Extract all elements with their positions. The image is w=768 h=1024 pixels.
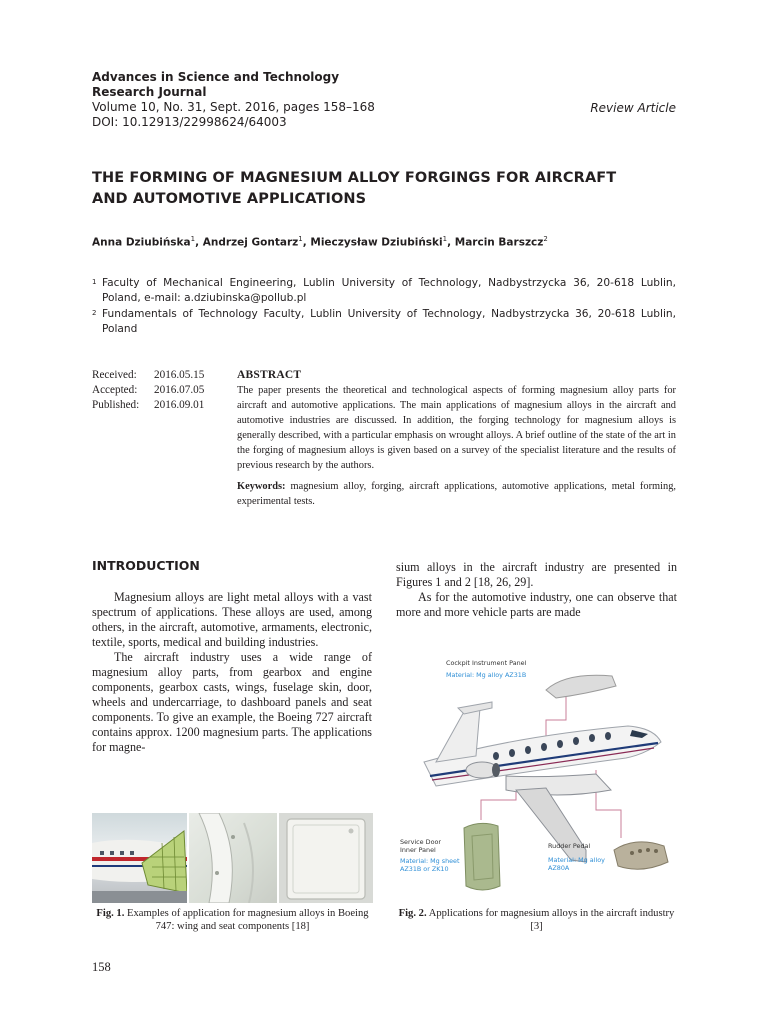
date-value: 2016.07.05 (154, 384, 205, 396)
seat-component-photo (189, 813, 277, 903)
paper-title (92, 168, 652, 210)
seat-component-image (189, 813, 277, 903)
service-door-name-2: Inner Panel (400, 846, 436, 854)
article-dates (92, 368, 204, 413)
affiliation-text: Faculty of Mechanical Engineering, Lublin University of Technology, Nadbystrzycka 36, 20-618 Lublin, Poland, e-mail: a.dziubinska@pollub.pl (102, 277, 676, 304)
paragraph: sium alloys in the aircraft industry are presented in Figures 1 and 2 [18, 26, 29]. (396, 560, 677, 589)
journal-volume: Volume 10, No. 31, Sept. 2016, pages 158–168 (92, 100, 375, 114)
date-label: Received: (92, 369, 137, 381)
body-column-left (92, 590, 372, 755)
journal-doi: DOI: 10.12913/22998624/64003 (92, 115, 287, 129)
service-door-material-2: AZ31B or ZK10 (400, 865, 449, 873)
paper-title-line1: THE FORMING OF MAGNESIUM ALLOY FORGINGS FOR AIRCRAFT (92, 170, 617, 186)
affiliation-number: 1 (92, 278, 97, 286)
author-name: Anna Dziubińska (92, 236, 191, 249)
affiliation-text: Fundamentals of Technology Faculty, Lublin University of Technology, Nadbystrzycka 36, 20-618 Lublin, Poland (102, 308, 676, 335)
keywords-label: Keywords: (237, 481, 286, 492)
author-name: Andrzej Gontarz (202, 236, 299, 249)
keywords (237, 479, 676, 509)
date-value: 2016.09.01 (154, 399, 205, 411)
author-affiliation-mark: 1 (190, 235, 196, 243)
abstract-section (237, 368, 676, 509)
service-door-callout (400, 838, 460, 873)
figure-1-caption-text: Examples of application for magnesium alloys in Boeing 747: wing and seat components [18] (127, 908, 369, 932)
figure-2-caption (396, 907, 677, 933)
paragraph: Magnesium alloys are light metal alloys with a vast spectrum of applications. These alloys are used, among others, in the aircraft, automotive, armaments, electronic, textile, sports, medical and building industries. (92, 590, 372, 649)
date-value: 2016.05.15 (154, 369, 205, 381)
figure-1-caption (92, 907, 373, 933)
figure-1-label: Fig. 1. (96, 908, 125, 919)
figure-2-caption-text: Applications for magnesium alloys in the aircraft industry [3] (428, 908, 675, 932)
figure-1-photos (92, 813, 373, 903)
paragraph: As for the automotive industry, one can observe that more and more vehicle parts are made (396, 590, 677, 619)
author-affiliation-mark: 2 (543, 235, 548, 243)
keywords-text: magnesium alloy, forging, aircraft applications, automotive applications, metal forming, experimental tests. (237, 481, 676, 507)
rudder-pedal-callout (548, 842, 605, 872)
paper-title-line2: AND AUTOMOTIVE APPLICATIONS (92, 191, 367, 207)
paragraph: The aircraft industry uses a wide range of magnesium alloy parts, from gearbox and engine components, gearbox casts, wings, fuselage skin, door, wheels and undercarriage, to dashboard panels and seat components. To give an example, the Boeing 727 aircraft contains approx. 1200 magnesium parts. The applications for magne- (92, 650, 372, 754)
affiliation-number: 2 (92, 309, 97, 317)
author-affiliation-mark: 1 (442, 235, 448, 243)
rudder-pedal-material-2: AZ80A (548, 864, 570, 872)
date-row (92, 398, 204, 413)
page-number: 158 (92, 960, 111, 974)
cockpit-panel-name: Cockpit Instrument Panel (446, 659, 527, 667)
cockpit-panel-callout (446, 659, 526, 679)
author-list: Anna Dziubińska$^1$, Andrzej Gontarz$^1$, Mieczysław Dziubiński$^1$, Marcin Barszcz$^2$ (92, 235, 548, 249)
author-affiliation-mark: 1 (298, 235, 303, 243)
section-heading-introduction: INTRODUCTION (92, 558, 200, 573)
journal-info (92, 70, 512, 130)
date-label: Accepted: (92, 384, 138, 396)
affiliation (92, 276, 676, 306)
journal-name-line1: Advances in Science and Technology (92, 70, 340, 84)
airplane-nose-image (92, 813, 187, 903)
body-column-right (396, 560, 677, 620)
service-door-material: Material: Mg sheet (400, 857, 460, 865)
author-name: Mieczysław Dziubiński (310, 236, 443, 249)
service-door-name: Service Door (400, 838, 442, 846)
figure-2-aircraft-diagram (396, 650, 678, 900)
rudder-pedal-material: Material: Mg alloy (548, 856, 605, 864)
rudder-pedal-name: Rudder Pedal (548, 842, 591, 850)
cockpit-panel-material: Material: Mg alloy AZ31B (446, 671, 527, 679)
date-label: Published: (92, 399, 140, 411)
abstract-heading: ABSTRACT (237, 369, 302, 381)
affiliation (92, 307, 676, 337)
abstract-text: The paper presents the theoretical and technological aspects of forming magnesium alloy parts for aircraft and automotive applications. The main applications of magnesium alloys in the aircraft and automotive industries are discussed. In addition, the forging technology for magnesium alloys is generally described, with a particular emphasis on wrought alloys. A brief outline of the state of the art in the forging of magnesium alloys is given based on a survey of the specialist literature and the results of previous research by the authors. (237, 385, 676, 471)
panel-component-photo (279, 813, 373, 903)
panel-component-image (279, 813, 373, 903)
date-row (92, 383, 204, 398)
figure-2-label: Fig. 2. (398, 908, 427, 919)
boeing-wing-photo (92, 813, 187, 903)
journal-name-line2: Research Journal (92, 85, 207, 99)
article-type: Review Article (590, 101, 676, 115)
date-row (92, 368, 204, 383)
author-name: Marcin Barszcz (454, 236, 544, 249)
